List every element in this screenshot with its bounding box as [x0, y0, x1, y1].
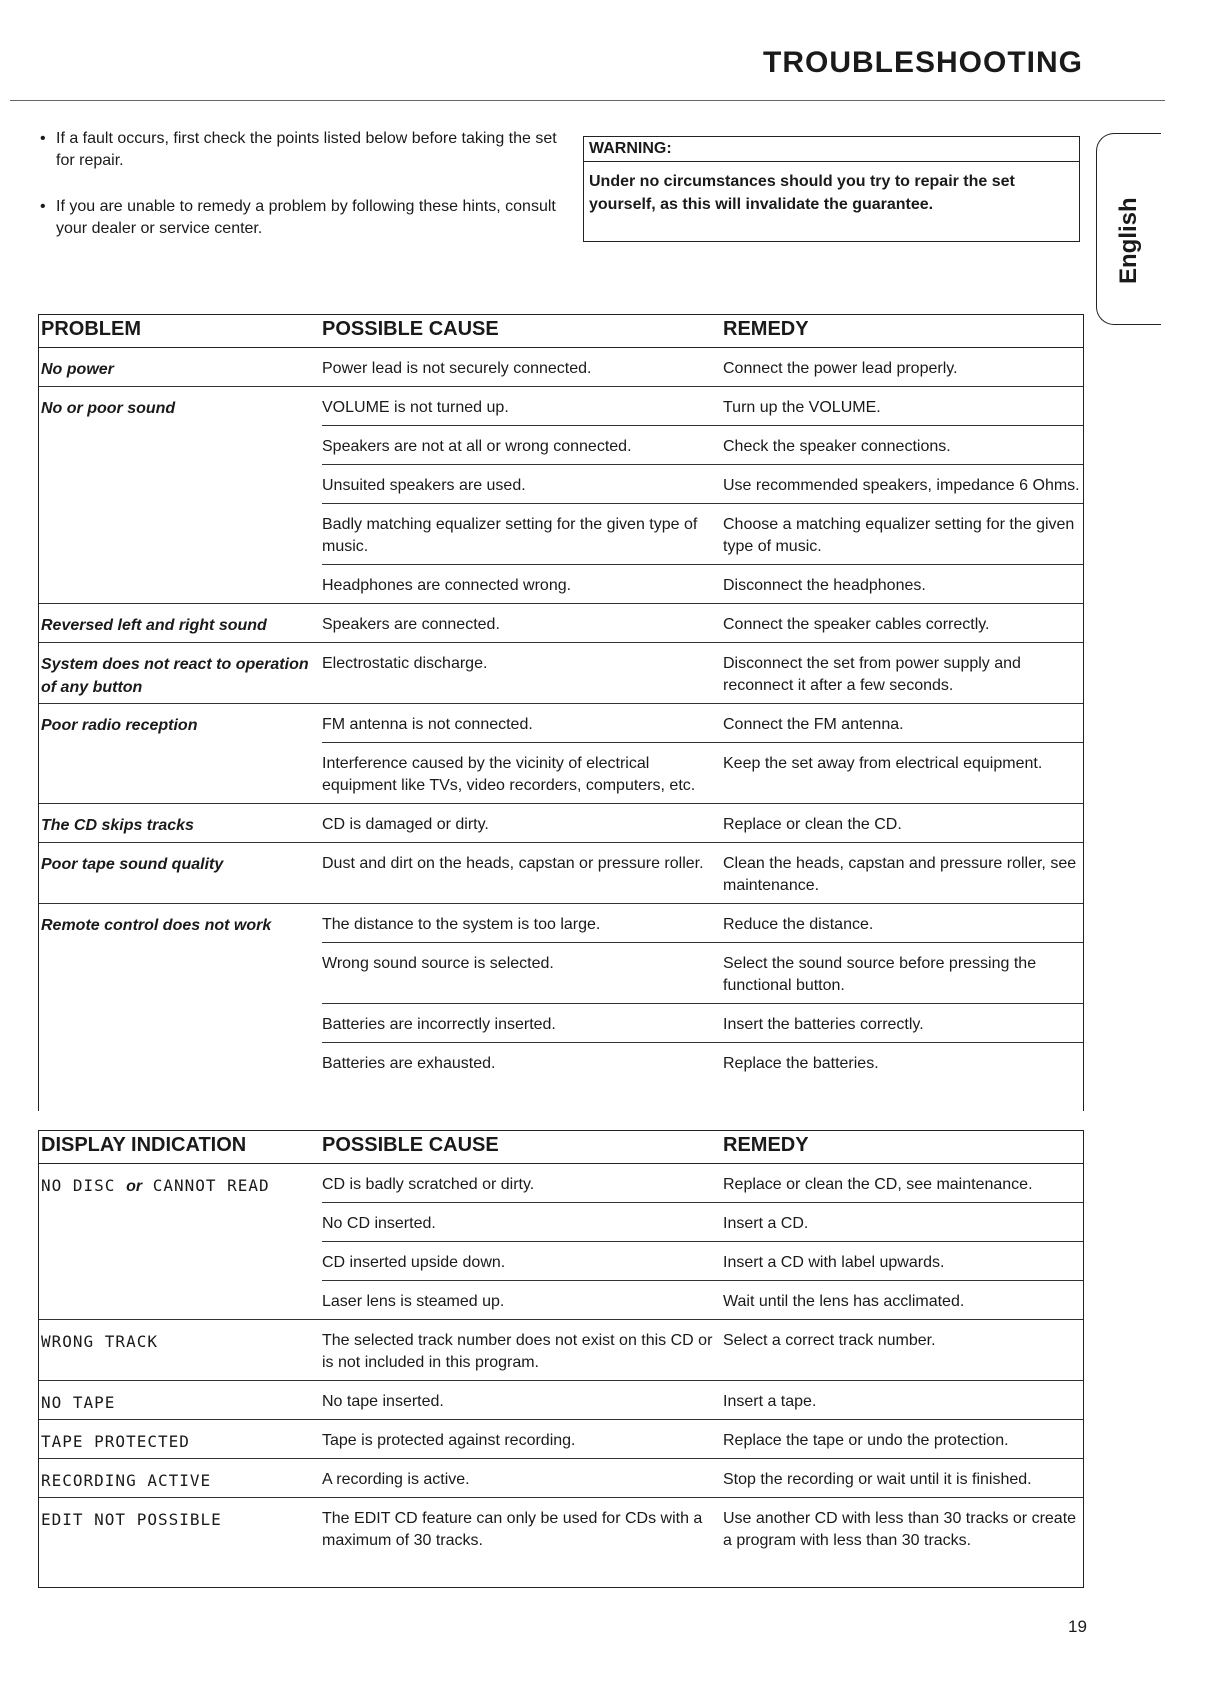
table-group [39, 804, 1083, 843]
table-group [39, 387, 1083, 604]
remedy-cell: Check the speaker connections. [723, 438, 951, 455]
table-row [322, 1242, 1083, 1281]
cause-cell: Laser lens is steamed up. [322, 1293, 505, 1310]
table-row [322, 1004, 1083, 1043]
display-indication [41, 1508, 311, 1531]
header-display: DISPLAY INDICATION [41, 1134, 247, 1156]
table-row [322, 426, 1083, 465]
cause-remedy-list [322, 1381, 1083, 1419]
table-row [322, 1164, 1083, 1203]
cause-remedy-list [322, 643, 1083, 703]
remedy-cell: Clean the heads, capstan and pressure roller, see maintenance. [723, 855, 1077, 894]
cause-cell: Unsuited speakers are used. [322, 477, 526, 494]
header-problem: PROBLEM [41, 318, 141, 340]
display-indication [41, 1330, 311, 1353]
problem-label: Poor radio reception [41, 717, 198, 734]
intro-bullet: • If a fault occurs, first check the points listed below before taking the set for repair. [40, 128, 560, 172]
cause-cell: No CD inserted. [322, 1215, 436, 1232]
remedy-cell: Disconnect the set from power supply and reconnect it after a few seconds. [723, 655, 1021, 694]
table-row [322, 565, 1083, 603]
table-group [39, 604, 1083, 643]
cause-cell: Dust and dirt on the heads, capstan or pressure roller. [322, 855, 704, 872]
problem-label: The CD skips tracks [41, 817, 194, 834]
table-row [322, 843, 1083, 903]
page-title: TROUBLESHOOTING [763, 46, 1083, 79]
remedy-cell: Disconnect the headphones. [723, 577, 926, 594]
remedy-cell: Connect the power lead properly. [723, 360, 958, 377]
header-remedy: REMEDY [723, 318, 809, 340]
cause-cell: Batteries are incorrectly inserted. [322, 1016, 556, 1033]
table-group [39, 1420, 1083, 1459]
table-group [39, 348, 1083, 387]
remedy-cell: Turn up the VOLUME. [723, 399, 881, 416]
cause-remedy-list [322, 904, 1083, 1081]
remedy-cell: Use recommended speakers, impedance 6 Ohms. [723, 477, 1080, 494]
problem-label: System does not react to operation of any button [41, 656, 309, 696]
table-header [39, 315, 1083, 348]
table-row [322, 1459, 1083, 1497]
remedy-cell: Insert the batteries correctly. [723, 1016, 924, 1033]
display-text: TAPE PROTECTED [41, 1432, 190, 1451]
cause-cell: CD inserted upside down. [322, 1254, 506, 1271]
remedy-cell: Replace or clean the CD. [723, 816, 902, 833]
display-connector: or [126, 1178, 143, 1195]
table-row [322, 387, 1083, 426]
cause-cell: CD is badly scratched or dirty. [322, 1176, 535, 1193]
cause-cell: Speakers are not at all or wrong connected. [322, 438, 632, 455]
table-group [39, 904, 1083, 1081]
cause-cell: The EDIT CD feature can only be used for CDs with a maximum of 30 tracks. [322, 1510, 703, 1549]
remedy-cell: Keep the set away from electrical equipment. [723, 755, 1043, 772]
cause-remedy-list [322, 604, 1083, 642]
cause-remedy-list [322, 704, 1083, 803]
table-row [322, 904, 1083, 943]
table-group [39, 1459, 1083, 1498]
cause-remedy-list [322, 804, 1083, 842]
table-row [322, 804, 1083, 842]
remedy-cell: Insert a CD with label upwards. [723, 1254, 945, 1271]
table-row [322, 504, 1083, 565]
remedy-cell: Select the sound source before pressing the functional button. [723, 955, 1037, 994]
table-row [322, 704, 1083, 743]
display-indication [41, 1174, 311, 1198]
remedy-cell: Replace the batteries. [723, 1055, 879, 1072]
cause-remedy-list [322, 348, 1083, 386]
cause-cell: The distance to the system is too large. [322, 916, 601, 933]
cause-remedy-list [322, 1459, 1083, 1497]
header-remedy: REMEDY [723, 1134, 809, 1156]
remedy-cell: Insert a CD. [723, 1215, 809, 1232]
cause-remedy-list [322, 1420, 1083, 1458]
warning-text: Under no circumstances should you try to repair the set yourself, as this will invalidate the guarantee. [589, 173, 1015, 213]
header-cause: POSSIBLE CAUSE [322, 1134, 499, 1156]
table-group [39, 643, 1083, 704]
remedy-cell: Wait until the lens has acclimated. [723, 1293, 965, 1310]
display-text: NO DISC [41, 1176, 116, 1195]
title-divider [10, 100, 1165, 101]
remedy-cell: Connect the speaker cables correctly. [723, 616, 990, 633]
table-group [39, 843, 1083, 904]
cause-cell: Electrostatic discharge. [322, 655, 488, 672]
display-indication [41, 1391, 311, 1414]
table-row [322, 943, 1083, 1004]
cause-cell: Wrong sound source is selected. [322, 955, 554, 972]
cause-cell: Batteries are exhausted. [322, 1055, 496, 1072]
table-row [322, 1498, 1083, 1558]
remedy-cell: Stop the recording or wait until it is finished. [723, 1471, 1032, 1488]
language-tab-label: English [1115, 197, 1142, 284]
table-row [322, 1281, 1083, 1319]
display-text: WRONG TRACK [41, 1332, 158, 1351]
intro-bullet: • If you are unable to remedy a problem by following these hints, consult your dealer or service center. [40, 196, 560, 240]
cause-remedy-list [322, 1498, 1083, 1558]
table-group [39, 1320, 1083, 1381]
cause-cell: Power lead is not securely connected. [322, 360, 592, 377]
table-group [39, 1164, 1083, 1320]
table-group [39, 1498, 1083, 1558]
page-number: 19 [1068, 1617, 1087, 1636]
cause-remedy-list [322, 1164, 1083, 1319]
problem-label: Remote control does not work [41, 917, 272, 934]
display-text: RECORDING ACTIVE [41, 1471, 212, 1490]
cause-cell: No tape inserted. [322, 1393, 444, 1410]
table-row [322, 465, 1083, 504]
remedy-cell: Choose a matching equalizer setting for the given type of music. [723, 516, 1075, 555]
remedy-cell: Insert a tape. [723, 1393, 817, 1410]
cause-cell: Tape is protected against recording. [322, 1432, 576, 1449]
table-group [39, 704, 1083, 804]
display-text: CANNOT READ [152, 1176, 270, 1195]
problem-label: No or poor sound [41, 400, 176, 417]
warning-box [583, 136, 1080, 242]
remedy-cell: Use another CD with less than 30 tracks or create a program with less than 30 tracks. [723, 1510, 1077, 1549]
problem-label: Poor tape sound quality [41, 856, 224, 873]
cause-cell: Interference caused by the vicinity of electrical equipment like TVs, video recorders, computers, etc. [322, 755, 696, 794]
problems-table [38, 314, 1084, 1111]
table-row [322, 348, 1083, 386]
display-indication [41, 1430, 311, 1453]
table-header [39, 1131, 1083, 1164]
display-text: EDIT NOT POSSIBLE [41, 1510, 222, 1529]
cause-cell: Badly matching equalizer setting for the given type of music. [322, 516, 698, 555]
problem-label: Reversed left and right sound [41, 617, 267, 634]
cause-remedy-list [322, 843, 1083, 903]
warning-heading: WARNING: [584, 137, 1079, 162]
cause-cell: FM antenna is not connected. [322, 716, 533, 733]
cause-cell: The selected track number does not exist on this CD or is not included in this program. [322, 1332, 713, 1371]
table-row [322, 1203, 1083, 1242]
cause-cell: Speakers are connected. [322, 616, 500, 633]
cause-cell: CD is damaged or dirty. [322, 816, 489, 833]
cause-remedy-list [322, 387, 1083, 603]
cause-cell: VOLUME is not turned up. [322, 399, 509, 416]
table-row [322, 604, 1083, 642]
cause-cell: A recording is active. [322, 1471, 470, 1488]
table-group [39, 1381, 1083, 1420]
language-tab [1096, 133, 1161, 325]
table-row [322, 1043, 1083, 1081]
header-cause: POSSIBLE CAUSE [322, 318, 499, 340]
intro-notes [40, 128, 560, 264]
display-text: NO TAPE [41, 1393, 116, 1412]
display-table [38, 1130, 1084, 1588]
table-row [322, 743, 1083, 803]
remedy-cell: Connect the FM antenna. [723, 716, 904, 733]
problem-groups [39, 348, 1083, 1081]
table-row [322, 643, 1083, 703]
table-row [322, 1420, 1083, 1458]
remedy-cell: Replace or clean the CD, see maintenance. [723, 1176, 1033, 1193]
remedy-cell: Replace the tape or undo the protection. [723, 1432, 1009, 1449]
cause-cell: Headphones are connected wrong. [322, 577, 572, 594]
cause-remedy-list [322, 1320, 1083, 1380]
display-groups [39, 1164, 1083, 1558]
table-row [322, 1320, 1083, 1380]
remedy-cell: Reduce the distance. [723, 916, 874, 933]
display-indication [41, 1469, 311, 1492]
table-row [322, 1381, 1083, 1419]
problem-label: No power [41, 361, 114, 378]
remedy-cell: Select a correct track number. [723, 1332, 936, 1349]
